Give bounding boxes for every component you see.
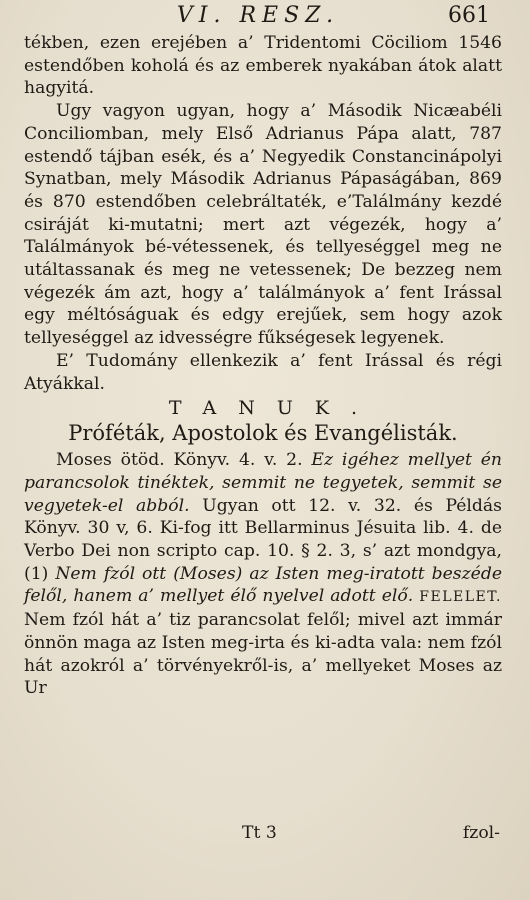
section-subheading: Próféták, Apostolok és Evangélisták. bbox=[68, 421, 458, 446]
citation-moses: Moses ötöd. Könyv. 4. v. 2. bbox=[56, 450, 303, 471]
answer-text: Nem fzól hát a’ tiz parancsolat felől; mivel azt immár önnön maga az Isten meg-irta és ki-adta vala: nem fzól hát azokról a’ törvényekről-is, a’ mellyeket Moses az Ur bbox=[24, 610, 502, 699]
quote-moses: Ez igéhez mellyet én parancsolok tinéktek, semmit ne tegyetek, semmit se vegyetek-el abból. bbox=[24, 450, 502, 516]
citation-bellarmine: Ugyan ott 12. v. 32. és Példás Könyv. 30 v, 6. Ki-fog itt Bellarminus Jésuita lib. 4. de Verbo Dei non scripto cap. 10. § 2. 3, s’ azt mondgya, (1) bbox=[24, 495, 502, 584]
catchword: fzol- bbox=[462, 823, 500, 843]
page-footer bbox=[24, 820, 502, 846]
running-title: VI. RESZ. bbox=[176, 3, 340, 28]
signature-mark: Tt 3 bbox=[242, 823, 277, 843]
paragraph-thesis: E’ Tudomány ellenkezik a’ fent Irással és régi Atyákkal. bbox=[24, 350, 502, 394]
paragraph-councils: Ugy vagyon ugyan, hogy a’ Második Nicæabéli Conciliomban, mely Első Adrianus Pápa alatt, 787 estendő tájban esék, és a’ Negyedik Constancinápolyi Synatban, mely Második Adrianus Pápaságában, 869 és 870 estendőben celebráltaték, e’Találmány kezdé csiráját ki-mutatni; mert azt végezék, hogy a’ Találmányok bé-vétessenek, és tellyeséggel meg ne utáltassanak és meg ne vetessenek; De bezzeg nem végezék ám azt, hogy a’ találmányok a’ fent Irással egy méltóságuak és edgy erejűek, sem hogy azok tellyeséggel az idvességre fűkségesek legyenek. bbox=[24, 101, 502, 349]
paragraph-continuation: tékben, ezen erejében a’ Tridentomi Cöciliom 1546 estendőben koholá és az emberek nyakában átok alatt hagyitá. bbox=[24, 33, 502, 99]
section-heading: TANUK. bbox=[168, 397, 380, 420]
answer-label: FELELET. bbox=[419, 589, 502, 606]
page-body bbox=[24, 32, 502, 700]
page-number: 661 bbox=[448, 3, 490, 28]
running-head bbox=[24, 2, 492, 30]
paragraph-witnesses bbox=[24, 449, 502, 700]
quote-bellarmine: Nem fzól ott (Moses) az Isten meg-iratott beszéde felől, hanem a’ mellyet élő nyelvel adott elő. bbox=[24, 563, 503, 607]
